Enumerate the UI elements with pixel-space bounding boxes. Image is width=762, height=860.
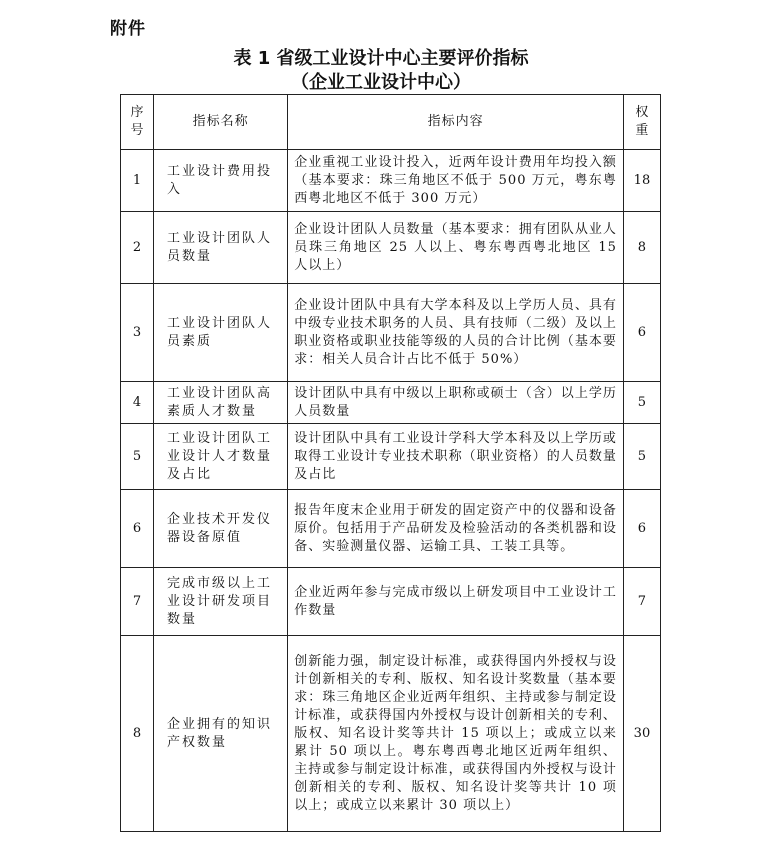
table-row	[121, 284, 661, 382]
row-name: 企业技术开发仪器设备原值	[154, 490, 288, 568]
header-number: 序号	[121, 95, 154, 150]
row-weight: 18	[623, 150, 660, 212]
header-weight: 权重	[623, 95, 660, 150]
table-title: 表 1 省级工业设计中心主要评价指标	[233, 48, 529, 69]
row-name: 工业设计费用投入	[154, 150, 288, 212]
table-row	[121, 636, 661, 832]
row-weight: 5	[623, 424, 660, 490]
table-row	[121, 424, 661, 490]
table-row	[121, 150, 661, 212]
row-content: 报告年度末企业用于研发的固定资产中的仪器和设备原价。包括用于产品研发及检验活动的各类机器和设备、实验测量仪器、运输工具、工装工具等。	[288, 490, 624, 568]
row-number: 6	[121, 490, 154, 568]
row-number: 1	[121, 150, 154, 212]
row-weight: 8	[623, 212, 660, 284]
row-content: 企业设计团队人员数量（基本要求：拥有团队从业人员珠三角地区 25 人以上、粤东粤西粤北地区 15 人以上）	[288, 212, 624, 284]
header-name: 指标名称	[154, 95, 288, 150]
table-header-row	[121, 95, 661, 150]
row-weight: 6	[623, 490, 660, 568]
table-row	[121, 212, 661, 284]
row-content: 创新能力强，制定设计标准，或获得国内外授权与设计创新相关的专利、版权、知名设计奖数量（基本要求：珠三角地区企业近两年组织、主持或参与制定设计标准，或获得国内外授权与设计创新相关的专利、版权、知名设计奖等共计 15 项以上；或成立以来累计 50 项以上。粤东粤西粤北地区近两年组织、主持或参与制定设计标准，或获得国内外授权与设计创新相关的专利、版权、知名设计奖等共计 10 项以上；或成立以来累计 30 项以上）	[288, 636, 624, 832]
attachment-label: 附件	[110, 19, 146, 39]
row-weight: 30	[623, 636, 660, 832]
row-weight: 7	[623, 568, 660, 636]
table-row	[121, 568, 661, 636]
table-row	[121, 382, 661, 424]
row-content: 企业设计团队中具有大学本科及以上学历人员、具有中级专业技术职务的人员、具有技师（二级）及以上职业资格或职业技能等级的人员的合计比例（基本要求：相关人员合计占比不低于 50%）	[288, 284, 624, 382]
row-content: 企业近两年参与完成市级以上研发项目中工业设计工作数量	[288, 568, 624, 636]
row-name: 企业拥有的知识产权数量	[154, 636, 288, 832]
row-weight: 5	[623, 382, 660, 424]
row-content: 设计团队中具有工业设计学科大学本科及以上学历或取得工业设计专业技术职称（职业资格）的人员数量及占比	[288, 424, 624, 490]
row-content: 设计团队中具有中级以上职称或硕士（含）以上学历人员数量	[288, 382, 624, 424]
table-row	[121, 490, 661, 568]
header-content: 指标内容	[288, 95, 624, 150]
row-number: 2	[121, 212, 154, 284]
table-subtitle: （企业工业设计中心）	[291, 72, 471, 93]
row-number: 7	[121, 568, 154, 636]
row-number: 4	[121, 382, 154, 424]
row-number: 8	[121, 636, 154, 832]
row-name: 工业设计团队工业设计人才数量及占比	[154, 424, 288, 490]
row-number: 5	[121, 424, 154, 490]
evaluation-table	[120, 94, 661, 832]
row-name: 完成市级以上工业设计研发项目数量	[154, 568, 288, 636]
row-name: 工业设计团队高素质人才数量	[154, 382, 288, 424]
row-name: 工业设计团队人员数量	[154, 212, 288, 284]
row-name: 工业设计团队人员素质	[154, 284, 288, 382]
row-weight: 6	[623, 284, 660, 382]
row-content: 企业重视工业设计投入，近两年设计费用年均投入额（基本要求：珠三角地区不低于 500 万元，粤东粤西粤北地区不低于 300 万元）	[288, 150, 624, 212]
row-number: 3	[121, 284, 154, 382]
